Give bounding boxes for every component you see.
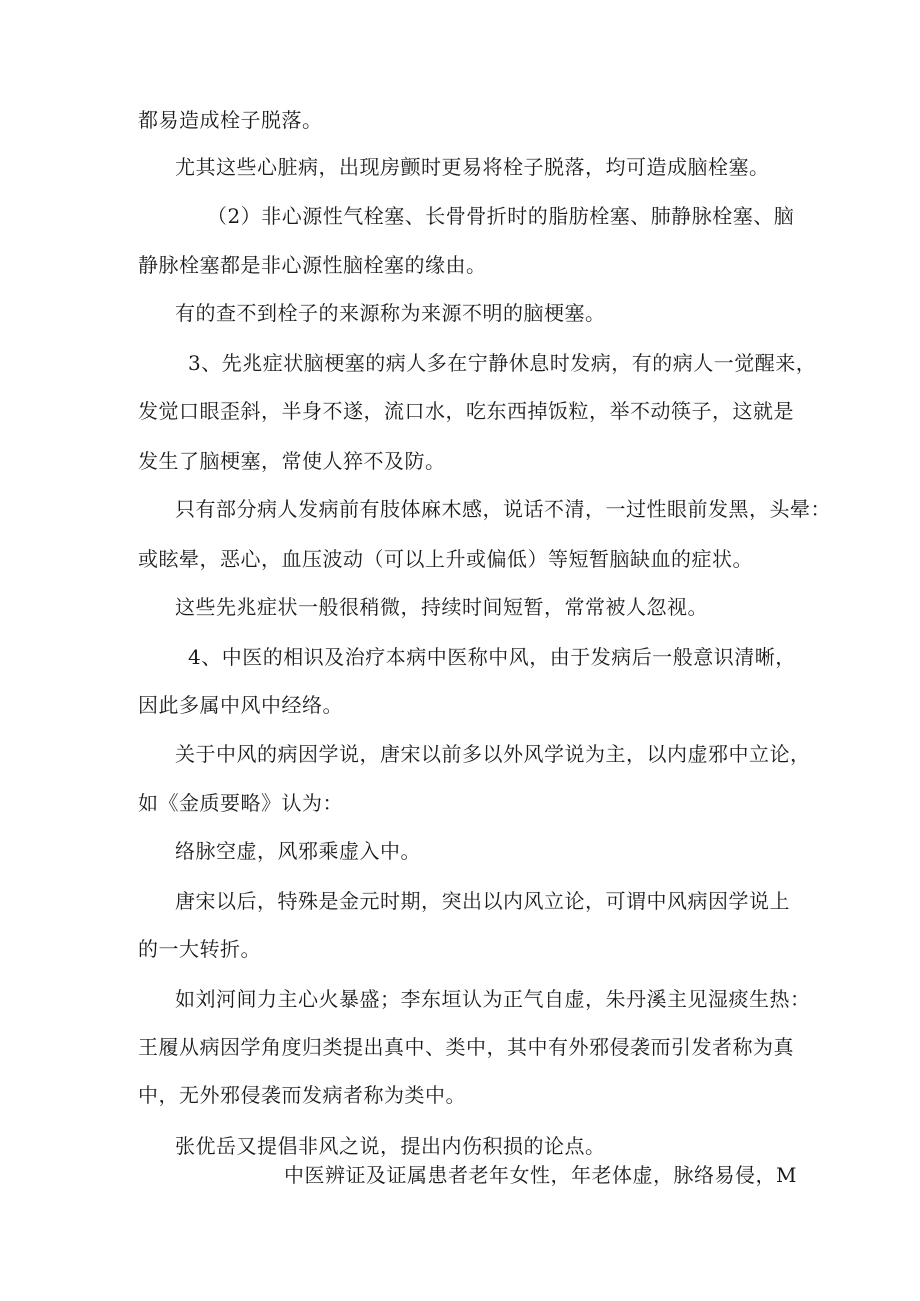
text-line: 有的查不到栓子的来源称为来源不明的脑梗塞。 xyxy=(175,301,606,325)
text-line: 张优岳又提倡非风之说，提出内伤积损的论点。 xyxy=(175,1134,606,1158)
text-line: 静脉栓塞都是非心源性脑栓塞的缘由。 xyxy=(138,253,487,277)
text-line: 只有部分病人发病前有肢体麻木感，说话不清，一过性眼前发黑，头晕： xyxy=(175,497,831,521)
text-line: 中医辨证及证属患者老年女性，年老体虚，脉络易侵，M xyxy=(284,1163,797,1187)
text-line: 唐宋以后，特殊是金元时期，突出以内风立论，可谓中风病因学说上 xyxy=(175,889,790,913)
text-line: 发生了脑梗塞，常使人猝不及防。 xyxy=(138,449,446,473)
text-line: 如刘河间力主心火暴盛；李东垣认为正气自虚，朱丹溪主见湿痰生热： xyxy=(175,987,811,1011)
text-line: 的一大转折。 xyxy=(138,937,261,961)
text-line: （2）非心源性气栓塞、长骨骨折时的脂肪栓塞、肺静脉栓塞、脑 xyxy=(207,204,795,228)
text-line: 或眩晕，恶心，血压波动（可以上升或偏低）等短暂脑缺血的症状。 xyxy=(138,547,753,571)
text-line: 发觉口眼歪斜，半身不遂，流口水，吃东西掉饭粒，举不动筷子，这就是 xyxy=(138,399,794,423)
text-line: 因此多属中风中经络。 xyxy=(138,693,343,717)
text-line: 4、中医的相识及治疗本病中医称中风，由于发病后一般意识清晰， xyxy=(188,645,796,669)
text-line: 如《金质要略》认为： xyxy=(138,791,343,815)
text-line: 中，无外邪侵袭而发病者称为类中。 xyxy=(138,1083,466,1107)
text-line: 王履从病因学角度归类提出真中、类中，其中有外邪侵袭而引发者称为真 xyxy=(138,1035,794,1059)
text-line: 3、先兆症状脑梗塞的病人多在宁静休息时发病，有的病人一觉醒来， xyxy=(188,351,817,375)
text-line: 这些先兆症状一般很稍微，持续时间短暂，常常被人忽视。 xyxy=(175,595,708,619)
text-line: 关于中风的病因学说，唐宋以前多以外风学说为主，以内虚邪中立论， xyxy=(175,742,811,766)
text-line: 尤其这些心脏病，出现房颤时更易将栓子脱落，均可造成脑栓塞。 xyxy=(175,155,770,179)
text-line: 络脉空虚，风邪乘虚入中。 xyxy=(175,839,421,863)
text-line: 都易造成栓子脱落。 xyxy=(138,108,323,132)
